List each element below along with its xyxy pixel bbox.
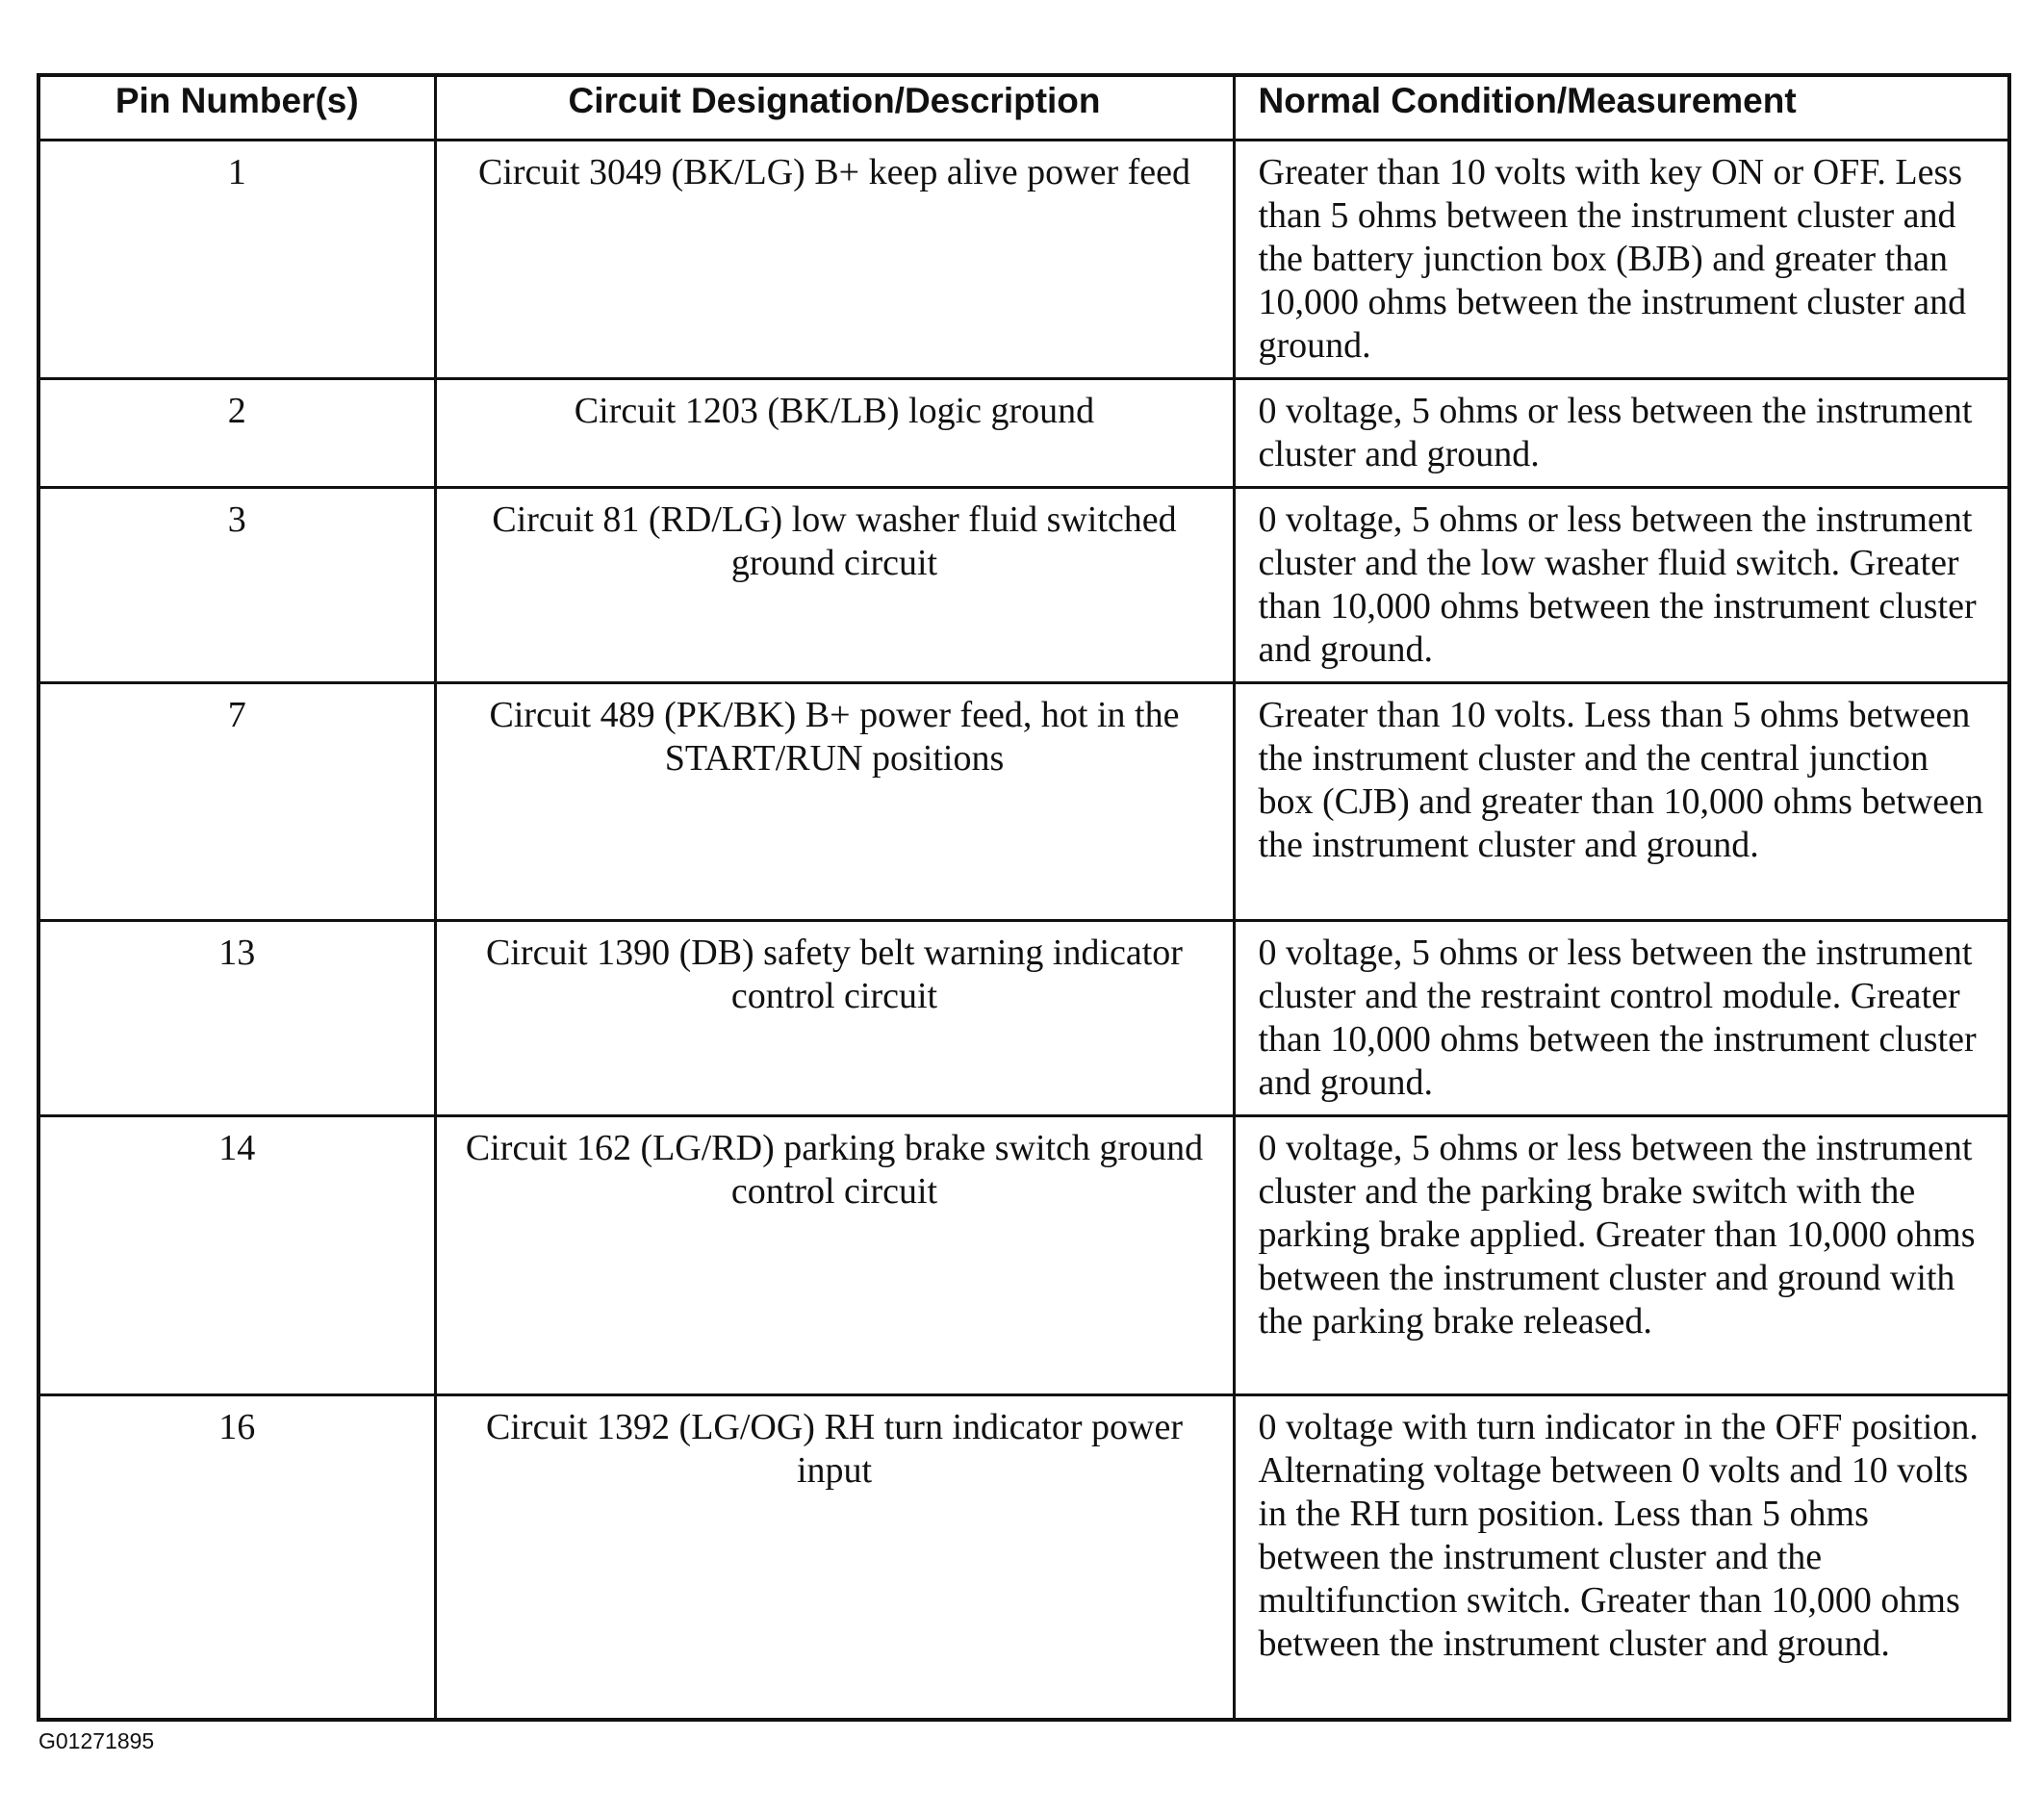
table-row — [38, 1395, 2009, 1720]
pin-cell: 3 — [38, 488, 435, 683]
description-cell: Circuit 81 (RD/LG) low washer fluid switched ground circuit — [435, 488, 1234, 683]
pinout-table-container — [37, 73, 2007, 1722]
description-cell: Circuit 3049 (BK/LG) B+ keep alive power feed — [435, 141, 1234, 379]
pin-cell: 1 — [38, 141, 435, 379]
figure-id-label: G01271895 — [38, 1728, 155, 1753]
table-row — [38, 488, 2009, 683]
pin-cell: 13 — [38, 921, 435, 1116]
table-row — [38, 1116, 2009, 1395]
table-row — [38, 683, 2009, 921]
measurement-cell: 0 voltage, 5 ohms or less between the instrument cluster and ground. — [1234, 379, 2009, 488]
description-cell: Circuit 1390 (DB) safety belt warning indicator control circuit — [435, 921, 1234, 1116]
table-row — [38, 141, 2009, 379]
pin-cell: 16 — [38, 1395, 435, 1720]
description-cell: Circuit 1203 (BK/LB) logic ground — [435, 379, 1234, 488]
measurement-cell: 0 voltage, 5 ohms or less between the instrument cluster and the restraint control module. Greater than 10,000 ohms between the instrument cluster and ground. — [1234, 921, 2009, 1116]
measurement-cell: 0 voltage, 5 ohms or less between the instrument cluster and the parking brake switch with the parking brake applied. Greater than 10,000 ohms between the instrument cluster and ground with the parking brake released. — [1234, 1116, 2009, 1395]
header-normal-condition: Normal Condition/Measurement — [1234, 75, 2009, 141]
measurement-cell: Greater than 10 volts with key ON or OFF. Less than 5 ohms between the instrument cluster and the battery junction box (BJB) and greater than 10,000 ohms between the instrument cluster and ground. — [1234, 141, 2009, 379]
description-cell: Circuit 162 (LG/RD) parking brake switch ground control circuit — [435, 1116, 1234, 1395]
table-row — [38, 379, 2009, 488]
table-row — [38, 921, 2009, 1116]
measurement-cell: 0 voltage with turn indicator in the OFF position. Alternating voltage between 0 volts and 10 volts in the RH turn position. Less than 5 ohms between the instrument cluster and the multifunction switch. Greater than 10,000 ohms between the instrument cluster and ground. — [1234, 1395, 2009, 1720]
pin-cell: 2 — [38, 379, 435, 488]
description-cell: Circuit 1392 (LG/OG) RH turn indicator power input — [435, 1395, 1234, 1720]
header-circuit-description: Circuit Designation/Description — [435, 75, 1234, 141]
measurement-cell: 0 voltage, 5 ohms or less between the instrument cluster and the low washer fluid switch. Greater than 10,000 ohms between the instrument cluster and ground. — [1234, 488, 2009, 683]
pin-cell: 14 — [38, 1116, 435, 1395]
pinout-table — [37, 73, 2011, 1722]
description-cell: Circuit 489 (PK/BK) B+ power feed, hot in the START/RUN positions — [435, 683, 1234, 921]
pin-cell: 7 — [38, 683, 435, 921]
table-header-row — [38, 75, 2009, 141]
measurement-cell: Greater than 10 volts. Less than 5 ohms between the instrument cluster and the central junction box (CJB) and greater than 10,000 ohms between the instrument cluster and ground. — [1234, 683, 2009, 921]
header-pin-numbers: Pin Number(s) — [38, 75, 435, 141]
